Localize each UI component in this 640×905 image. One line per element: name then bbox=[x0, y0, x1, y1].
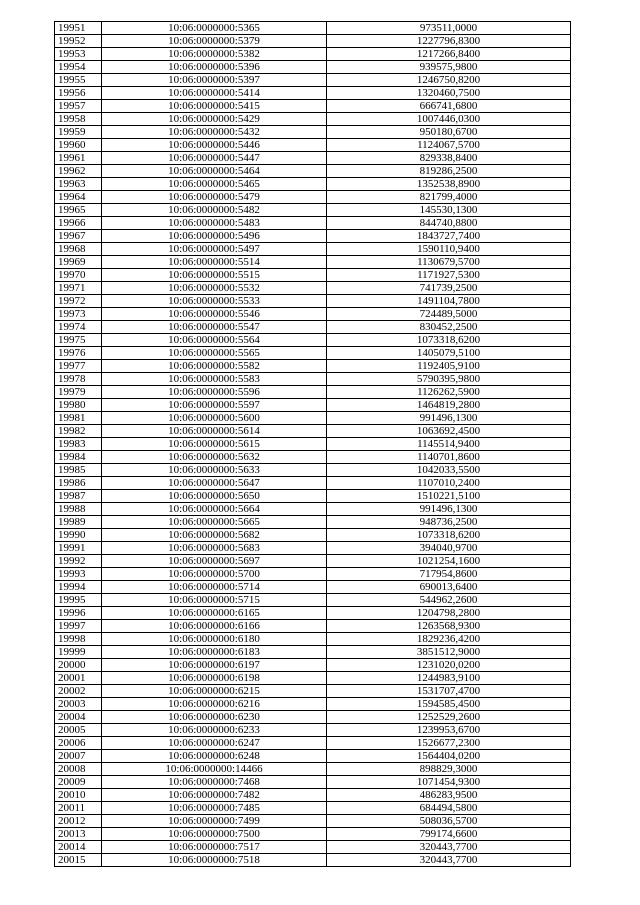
table-row bbox=[55, 633, 571, 646]
cadastral-number-cell: 10:06:0000000:5647 bbox=[102, 477, 327, 490]
cadastral-number-cell: 10:06:0000000:5533 bbox=[102, 295, 327, 308]
cadastral-number-cell: 10:06:0000000:5482 bbox=[102, 204, 327, 217]
value-cell: 948736,2500 bbox=[327, 516, 571, 529]
table-row bbox=[55, 308, 571, 321]
table-row bbox=[55, 113, 571, 126]
row-number-cell: 19996 bbox=[55, 607, 102, 620]
cadastral-number-cell: 10:06:0000000:5465 bbox=[102, 178, 327, 191]
table-row bbox=[55, 451, 571, 464]
value-cell: 1829236,4200 bbox=[327, 633, 571, 646]
table-row bbox=[55, 360, 571, 373]
row-number-cell: 20007 bbox=[55, 750, 102, 763]
value-cell: 1126262,5900 bbox=[327, 386, 571, 399]
cadastral-number-cell: 10:06:0000000:5397 bbox=[102, 74, 327, 87]
cadastral-number-cell: 10:06:0000000:5396 bbox=[102, 61, 327, 74]
table-row bbox=[55, 204, 571, 217]
cadastral-number-cell: 10:06:0000000:5664 bbox=[102, 503, 327, 516]
value-cell: 741739,2500 bbox=[327, 282, 571, 295]
table-row bbox=[55, 672, 571, 685]
table-row bbox=[55, 477, 571, 490]
cadastral-number-cell: 10:06:0000000:5583 bbox=[102, 373, 327, 386]
row-number-cell: 19952 bbox=[55, 35, 102, 48]
cadastral-number-cell: 10:06:0000000:5632 bbox=[102, 451, 327, 464]
value-cell: 1204798,2800 bbox=[327, 607, 571, 620]
table-row bbox=[55, 490, 571, 503]
row-number-cell: 19954 bbox=[55, 61, 102, 74]
table-row bbox=[55, 295, 571, 308]
value-cell: 829338,8400 bbox=[327, 152, 571, 165]
value-cell: 1140701,8600 bbox=[327, 451, 571, 464]
value-cell: 1073318,6200 bbox=[327, 334, 571, 347]
cadastral-number-cell: 10:06:0000000:5683 bbox=[102, 542, 327, 555]
cadastral-number-cell: 10:06:0000000:5597 bbox=[102, 399, 327, 412]
cadastral-number-cell: 10:06:0000000:6198 bbox=[102, 672, 327, 685]
table-row bbox=[55, 620, 571, 633]
row-number-cell: 19962 bbox=[55, 165, 102, 178]
cadastral-number-cell: 10:06:0000000:6180 bbox=[102, 633, 327, 646]
cadastral-number-cell: 10:06:0000000:5365 bbox=[102, 22, 327, 35]
table-row bbox=[55, 347, 571, 360]
cadastral-number-cell: 10:06:0000000:5700 bbox=[102, 568, 327, 581]
table-row bbox=[55, 399, 571, 412]
row-number-cell: 19953 bbox=[55, 48, 102, 61]
table-row bbox=[55, 321, 571, 334]
row-number-cell: 19983 bbox=[55, 438, 102, 451]
row-number-cell: 20003 bbox=[55, 698, 102, 711]
row-number-cell: 19999 bbox=[55, 646, 102, 659]
cadastral-number-cell: 10:06:0000000:5546 bbox=[102, 308, 327, 321]
cadastral-number-cell: 10:06:0000000:6197 bbox=[102, 659, 327, 672]
value-cell: 690013,6400 bbox=[327, 581, 571, 594]
cadastral-number-cell: 10:06:0000000:5446 bbox=[102, 139, 327, 152]
value-cell: 1510221,5100 bbox=[327, 490, 571, 503]
value-cell: 1227796,8300 bbox=[327, 35, 571, 48]
row-number-cell: 19976 bbox=[55, 347, 102, 360]
value-cell: 684494,5800 bbox=[327, 802, 571, 815]
cadastral-number-cell: 10:06:0000000:5532 bbox=[102, 282, 327, 295]
cadastral-number-cell: 10:06:0000000:5514 bbox=[102, 256, 327, 269]
table-row bbox=[55, 464, 571, 477]
value-cell: 1244983,9100 bbox=[327, 672, 571, 685]
value-cell: 821799,4000 bbox=[327, 191, 571, 204]
value-cell: 1124067,5700 bbox=[327, 139, 571, 152]
cadastral-number-cell: 10:06:0000000:5497 bbox=[102, 243, 327, 256]
cadastral-number-cell: 10:06:0000000:7485 bbox=[102, 802, 327, 815]
row-number-cell: 19967 bbox=[55, 230, 102, 243]
row-number-cell: 19977 bbox=[55, 360, 102, 373]
row-number-cell: 19979 bbox=[55, 386, 102, 399]
cadastral-number-cell: 10:06:0000000:6183 bbox=[102, 646, 327, 659]
cadastral-number-cell: 10:06:0000000:5479 bbox=[102, 191, 327, 204]
row-number-cell: 19960 bbox=[55, 139, 102, 152]
row-number-cell: 19975 bbox=[55, 334, 102, 347]
cadastral-number-cell: 10:06:0000000:7518 bbox=[102, 854, 327, 867]
row-number-cell: 19992 bbox=[55, 555, 102, 568]
table-row bbox=[55, 412, 571, 425]
table-row bbox=[55, 789, 571, 802]
value-cell: 1171927,5300 bbox=[327, 269, 571, 282]
cadastral-number-cell: 10:06:0000000:6230 bbox=[102, 711, 327, 724]
table-row bbox=[55, 61, 571, 74]
table-row bbox=[55, 269, 571, 282]
cadastral-number-cell: 10:06:0000000:5682 bbox=[102, 529, 327, 542]
table-row bbox=[55, 87, 571, 100]
value-cell: 1491104,7800 bbox=[327, 295, 571, 308]
row-number-cell: 19951 bbox=[55, 22, 102, 35]
row-number-cell: 19984 bbox=[55, 451, 102, 464]
value-cell: 950180,6700 bbox=[327, 126, 571, 139]
row-number-cell: 20010 bbox=[55, 789, 102, 802]
value-cell: 1590110,9400 bbox=[327, 243, 571, 256]
value-cell: 1042033,5500 bbox=[327, 464, 571, 477]
cadastral-number-cell: 10:06:0000000:5432 bbox=[102, 126, 327, 139]
table-row bbox=[55, 503, 571, 516]
table-row bbox=[55, 22, 571, 35]
cadastral-value-table bbox=[54, 21, 571, 867]
table-row bbox=[55, 373, 571, 386]
value-cell: 544962,2600 bbox=[327, 594, 571, 607]
value-cell: 973511,0000 bbox=[327, 22, 571, 35]
row-number-cell: 19993 bbox=[55, 568, 102, 581]
row-number-cell: 19995 bbox=[55, 594, 102, 607]
value-cell: 1405079,5100 bbox=[327, 347, 571, 360]
row-number-cell: 19956 bbox=[55, 87, 102, 100]
table-row bbox=[55, 516, 571, 529]
value-cell: 939575,9800 bbox=[327, 61, 571, 74]
row-number-cell: 19957 bbox=[55, 100, 102, 113]
table-row bbox=[55, 230, 571, 243]
row-number-cell: 20012 bbox=[55, 815, 102, 828]
value-cell: 1217266,8400 bbox=[327, 48, 571, 61]
value-cell: 1107010,2400 bbox=[327, 477, 571, 490]
row-number-cell: 19991 bbox=[55, 542, 102, 555]
row-number-cell: 19994 bbox=[55, 581, 102, 594]
table-row bbox=[55, 737, 571, 750]
row-number-cell: 20009 bbox=[55, 776, 102, 789]
table-row bbox=[55, 386, 571, 399]
table-row bbox=[55, 438, 571, 451]
value-cell: 1526677,2300 bbox=[327, 737, 571, 750]
row-number-cell: 20011 bbox=[55, 802, 102, 815]
row-number-cell: 19985 bbox=[55, 464, 102, 477]
table-row bbox=[55, 763, 571, 776]
value-cell: 991496,1300 bbox=[327, 412, 571, 425]
cadastral-number-cell: 10:06:0000000:5596 bbox=[102, 386, 327, 399]
table-row bbox=[55, 841, 571, 854]
table-row bbox=[55, 191, 571, 204]
cadastral-number-cell: 10:06:0000000:5600 bbox=[102, 412, 327, 425]
value-cell: 844740,8800 bbox=[327, 217, 571, 230]
value-cell: 1843727,7400 bbox=[327, 230, 571, 243]
table-row bbox=[55, 282, 571, 295]
table-row bbox=[55, 750, 571, 763]
value-cell: 1531707,4700 bbox=[327, 685, 571, 698]
row-number-cell: 19997 bbox=[55, 620, 102, 633]
row-number-cell: 20006 bbox=[55, 737, 102, 750]
value-cell: 1594585,4500 bbox=[327, 698, 571, 711]
table-row bbox=[55, 776, 571, 789]
cadastral-number-cell: 10:06:0000000:5464 bbox=[102, 165, 327, 178]
row-number-cell: 20008 bbox=[55, 763, 102, 776]
cadastral-number-cell: 10:06:0000000:14466 bbox=[102, 763, 327, 776]
table-row bbox=[55, 126, 571, 139]
table-row bbox=[55, 685, 571, 698]
value-cell: 320443,7700 bbox=[327, 854, 571, 867]
row-number-cell: 19981 bbox=[55, 412, 102, 425]
row-number-cell: 19998 bbox=[55, 633, 102, 646]
cadastral-number-cell: 10:06:0000000:5665 bbox=[102, 516, 327, 529]
cadastral-number-cell: 10:06:0000000:5379 bbox=[102, 35, 327, 48]
value-cell: 1021254,1600 bbox=[327, 555, 571, 568]
cadastral-number-cell: 10:06:0000000:6216 bbox=[102, 698, 327, 711]
cadastral-number-cell: 10:06:0000000:6248 bbox=[102, 750, 327, 763]
row-number-cell: 19990 bbox=[55, 529, 102, 542]
table-body bbox=[55, 22, 571, 867]
cadastral-number-cell: 10:06:0000000:5382 bbox=[102, 48, 327, 61]
cadastral-number-cell: 10:06:0000000:5614 bbox=[102, 425, 327, 438]
value-cell: 717954,8600 bbox=[327, 568, 571, 581]
row-number-cell: 19965 bbox=[55, 204, 102, 217]
value-cell: 1071454,9300 bbox=[327, 776, 571, 789]
value-cell: 1145514,9400 bbox=[327, 438, 571, 451]
cadastral-number-cell: 10:06:0000000:5483 bbox=[102, 217, 327, 230]
value-cell: 1246750,8200 bbox=[327, 74, 571, 87]
table-row bbox=[55, 35, 571, 48]
table-row bbox=[55, 100, 571, 113]
table-row bbox=[55, 243, 571, 256]
table-row bbox=[55, 425, 571, 438]
value-cell: 1320460,7500 bbox=[327, 87, 571, 100]
cadastral-number-cell: 10:06:0000000:5414 bbox=[102, 87, 327, 100]
row-number-cell: 19966 bbox=[55, 217, 102, 230]
value-cell: 1464819,2800 bbox=[327, 399, 571, 412]
table-row bbox=[55, 542, 571, 555]
value-cell: 508036,5700 bbox=[327, 815, 571, 828]
value-cell: 394040,9700 bbox=[327, 542, 571, 555]
cadastral-number-cell: 10:06:0000000:5565 bbox=[102, 347, 327, 360]
value-cell: 1564404,0200 bbox=[327, 750, 571, 763]
cadastral-number-cell: 10:06:0000000:5429 bbox=[102, 113, 327, 126]
table-row bbox=[55, 659, 571, 672]
cadastral-number-cell: 10:06:0000000:5650 bbox=[102, 490, 327, 503]
table-row bbox=[55, 711, 571, 724]
table-row bbox=[55, 568, 571, 581]
row-number-cell: 19963 bbox=[55, 178, 102, 191]
row-number-cell: 19964 bbox=[55, 191, 102, 204]
row-number-cell: 20004 bbox=[55, 711, 102, 724]
value-cell: 3851512,9000 bbox=[327, 646, 571, 659]
table-row bbox=[55, 854, 571, 867]
cadastral-number-cell: 10:06:0000000:6247 bbox=[102, 737, 327, 750]
row-number-cell: 20015 bbox=[55, 854, 102, 867]
row-number-cell: 19974 bbox=[55, 321, 102, 334]
table-row bbox=[55, 607, 571, 620]
row-number-cell: 19969 bbox=[55, 256, 102, 269]
value-cell: 1192405,9100 bbox=[327, 360, 571, 373]
document-page bbox=[54, 21, 570, 867]
cadastral-number-cell: 10:06:0000000:5582 bbox=[102, 360, 327, 373]
value-cell: 1263568,9300 bbox=[327, 620, 571, 633]
row-number-cell: 20014 bbox=[55, 841, 102, 854]
value-cell: 991496,1300 bbox=[327, 503, 571, 516]
table-row bbox=[55, 178, 571, 191]
cadastral-number-cell: 10:06:0000000:5415 bbox=[102, 100, 327, 113]
row-number-cell: 19955 bbox=[55, 74, 102, 87]
cadastral-number-cell: 10:06:0000000:6215 bbox=[102, 685, 327, 698]
row-number-cell: 19968 bbox=[55, 243, 102, 256]
row-number-cell: 20001 bbox=[55, 672, 102, 685]
table-row bbox=[55, 555, 571, 568]
cadastral-number-cell: 10:06:0000000:6233 bbox=[102, 724, 327, 737]
value-cell: 1063692,4500 bbox=[327, 425, 571, 438]
row-number-cell: 19961 bbox=[55, 152, 102, 165]
table-row bbox=[55, 256, 571, 269]
row-number-cell: 20013 bbox=[55, 828, 102, 841]
table-row bbox=[55, 802, 571, 815]
table-row bbox=[55, 724, 571, 737]
table-row bbox=[55, 217, 571, 230]
row-number-cell: 19971 bbox=[55, 282, 102, 295]
table-row bbox=[55, 74, 571, 87]
cadastral-number-cell: 10:06:0000000:5564 bbox=[102, 334, 327, 347]
cadastral-number-cell: 10:06:0000000:5515 bbox=[102, 269, 327, 282]
cadastral-number-cell: 10:06:0000000:7468 bbox=[102, 776, 327, 789]
value-cell: 666741,6800 bbox=[327, 100, 571, 113]
table-row bbox=[55, 139, 571, 152]
row-number-cell: 19987 bbox=[55, 490, 102, 503]
cadastral-number-cell: 10:06:0000000:7500 bbox=[102, 828, 327, 841]
value-cell: 5790395,9800 bbox=[327, 373, 571, 386]
value-cell: 1130679,5700 bbox=[327, 256, 571, 269]
table-row bbox=[55, 165, 571, 178]
value-cell: 1352538,8900 bbox=[327, 178, 571, 191]
value-cell: 1073318,6200 bbox=[327, 529, 571, 542]
row-number-cell: 19973 bbox=[55, 308, 102, 321]
value-cell: 830452,2500 bbox=[327, 321, 571, 334]
row-number-cell: 19988 bbox=[55, 503, 102, 516]
cadastral-number-cell: 10:06:0000000:5715 bbox=[102, 594, 327, 607]
cadastral-number-cell: 10:06:0000000:7482 bbox=[102, 789, 327, 802]
cadastral-number-cell: 10:06:0000000:5547 bbox=[102, 321, 327, 334]
cadastral-number-cell: 10:06:0000000:5697 bbox=[102, 555, 327, 568]
row-number-cell: 19958 bbox=[55, 113, 102, 126]
value-cell: 320443,7700 bbox=[327, 841, 571, 854]
cadastral-number-cell: 10:06:0000000:5615 bbox=[102, 438, 327, 451]
value-cell: 724489,5000 bbox=[327, 308, 571, 321]
table-row bbox=[55, 698, 571, 711]
row-number-cell: 19970 bbox=[55, 269, 102, 282]
row-number-cell: 19959 bbox=[55, 126, 102, 139]
value-cell: 799174,6600 bbox=[327, 828, 571, 841]
row-number-cell: 20000 bbox=[55, 659, 102, 672]
table-row bbox=[55, 529, 571, 542]
cadastral-number-cell: 10:06:0000000:7517 bbox=[102, 841, 327, 854]
value-cell: 1239953,6700 bbox=[327, 724, 571, 737]
value-cell: 1231020,0200 bbox=[327, 659, 571, 672]
table-row bbox=[55, 581, 571, 594]
row-number-cell: 19980 bbox=[55, 399, 102, 412]
table-row bbox=[55, 48, 571, 61]
row-number-cell: 19986 bbox=[55, 477, 102, 490]
row-number-cell: 19978 bbox=[55, 373, 102, 386]
value-cell: 898829,3000 bbox=[327, 763, 571, 776]
table-row bbox=[55, 815, 571, 828]
value-cell: 486283,9500 bbox=[327, 789, 571, 802]
value-cell: 145530,1300 bbox=[327, 204, 571, 217]
value-cell: 1252529,2600 bbox=[327, 711, 571, 724]
row-number-cell: 19989 bbox=[55, 516, 102, 529]
value-cell: 819286,2500 bbox=[327, 165, 571, 178]
row-number-cell: 20002 bbox=[55, 685, 102, 698]
cadastral-number-cell: 10:06:0000000:6166 bbox=[102, 620, 327, 633]
value-cell: 1007446,0300 bbox=[327, 113, 571, 126]
table-row bbox=[55, 152, 571, 165]
cadastral-number-cell: 10:06:0000000:7499 bbox=[102, 815, 327, 828]
table-row bbox=[55, 594, 571, 607]
row-number-cell: 19972 bbox=[55, 295, 102, 308]
cadastral-number-cell: 10:06:0000000:6165 bbox=[102, 607, 327, 620]
table-row bbox=[55, 334, 571, 347]
cadastral-number-cell: 10:06:0000000:5714 bbox=[102, 581, 327, 594]
row-number-cell: 19982 bbox=[55, 425, 102, 438]
table-row bbox=[55, 646, 571, 659]
cadastral-number-cell: 10:06:0000000:5447 bbox=[102, 152, 327, 165]
table-row bbox=[55, 828, 571, 841]
cadastral-number-cell: 10:06:0000000:5496 bbox=[102, 230, 327, 243]
row-number-cell: 20005 bbox=[55, 724, 102, 737]
cadastral-number-cell: 10:06:0000000:5633 bbox=[102, 464, 327, 477]
